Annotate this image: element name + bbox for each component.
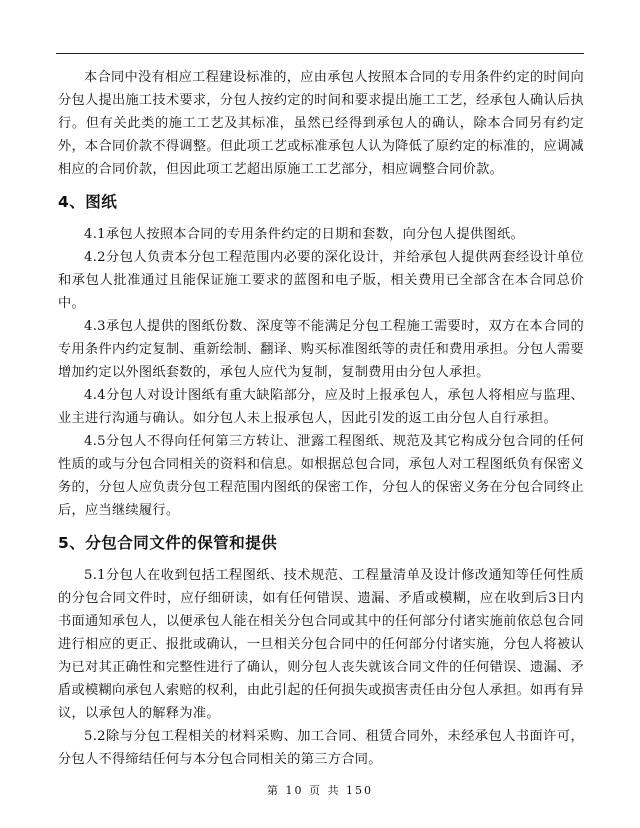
- header-rule: [56, 53, 584, 54]
- intro-paragraph: 本合同中没有相应工程建设标准的，应由承包人按照本合同的专用条件约定的时间向分包人提出施工技术要求，分包人按约定的时间和要求提出施工工艺，经承包人确认后执行。但有关此类的施工工艺及其标准，虽然已经得到承包人的确认，除本合同另有约定外，本合同价款不得调整。但此项工艺或标准承包人认为降低了原约定的标准的，应调减相应的合同价款，但因此项工艺超出原施工工艺部分，相应调整合同价款。: [58, 70, 585, 177]
- clause-4-3: 4.3承包人提供的图纸份数、深度等不能满足分包工程施工需要时，双方在本合同的专用条件内约定复制、重新绘制、翻译、购买标准图纸等的责任和费用承担。分包人需要增加约定以外图纸套数的，承包人应代为复制，复制费用由分包人承担。: [58, 319, 585, 380]
- section-5-heading: 5、分包合同文件的保管和提供: [58, 534, 278, 552]
- page-number-footer: 第 10 页 共 150: [267, 784, 373, 797]
- clause-5-1: 5.1分包人在收到包括工程图纸、技术规范、工程量清单及设计修改通知等任何性质的分包合同文件时，应仔细研读，如有任何错误、遗漏、矛盾或模糊，应在收到后3日内书面通知承包人，以便承包人能在相关分包合同或其中的任何部分付诸实施前依总包合同进行相应的更正、报批或确认，一旦相关分包合同中的任何部分付诸实施，分包人将被认为已对其正确性和完整性进行了确认，则分包人丧失就该合同文件的任何错误、遗漏、矛盾或模糊向承包人索赔的权利，由此引起的任何损失或损害责任由分包人承担。如再有异议，以承包人的解释为准。: [58, 568, 585, 721]
- clause-5-2: 5.2除与分包工程相关的材料采购、加工合同、租赁合同外，未经承包人书面许可，分包人不得缔结任何与本分包合同相关的第三方合同。: [58, 729, 584, 767]
- clause-4-1: 4.1承包人按照本合同的专用条件约定的日期和套数，向分包人提供图纸。: [84, 227, 524, 242]
- clause-4-4: 4.4分包人对设计图纸有重大缺陷部分，应及时上报承包人，承包人将相应与监理、业主进行沟通与确认。如分包人未上报承包人，因此引发的返工由分包人自行承担。: [58, 388, 584, 426]
- page-content: [58, 66, 584, 771]
- clause-4-2: 4.2分包人负责本分包工程范围内必要的深化设计，并给承包人提供两套经设计单位和承包人批准通过且能保证施工要求的蓝图和电子版，相关费用已全部含在本合同总价中。: [58, 250, 584, 311]
- section-4-heading: 4、图纸: [58, 193, 118, 211]
- clause-4-5: 4.5分包人不得向任何第三方转让、泄露工程图纸、规范及其它构成分包合同的任何性质的或与分包合同相关的资料和信息。如根据总包合同，承包人对工程图纸负有保密义务的，分包人应负责分包工程范围内图纸的保密工作，分包人的保密义务在分包合同终止后，应当继续履行。: [58, 434, 585, 518]
